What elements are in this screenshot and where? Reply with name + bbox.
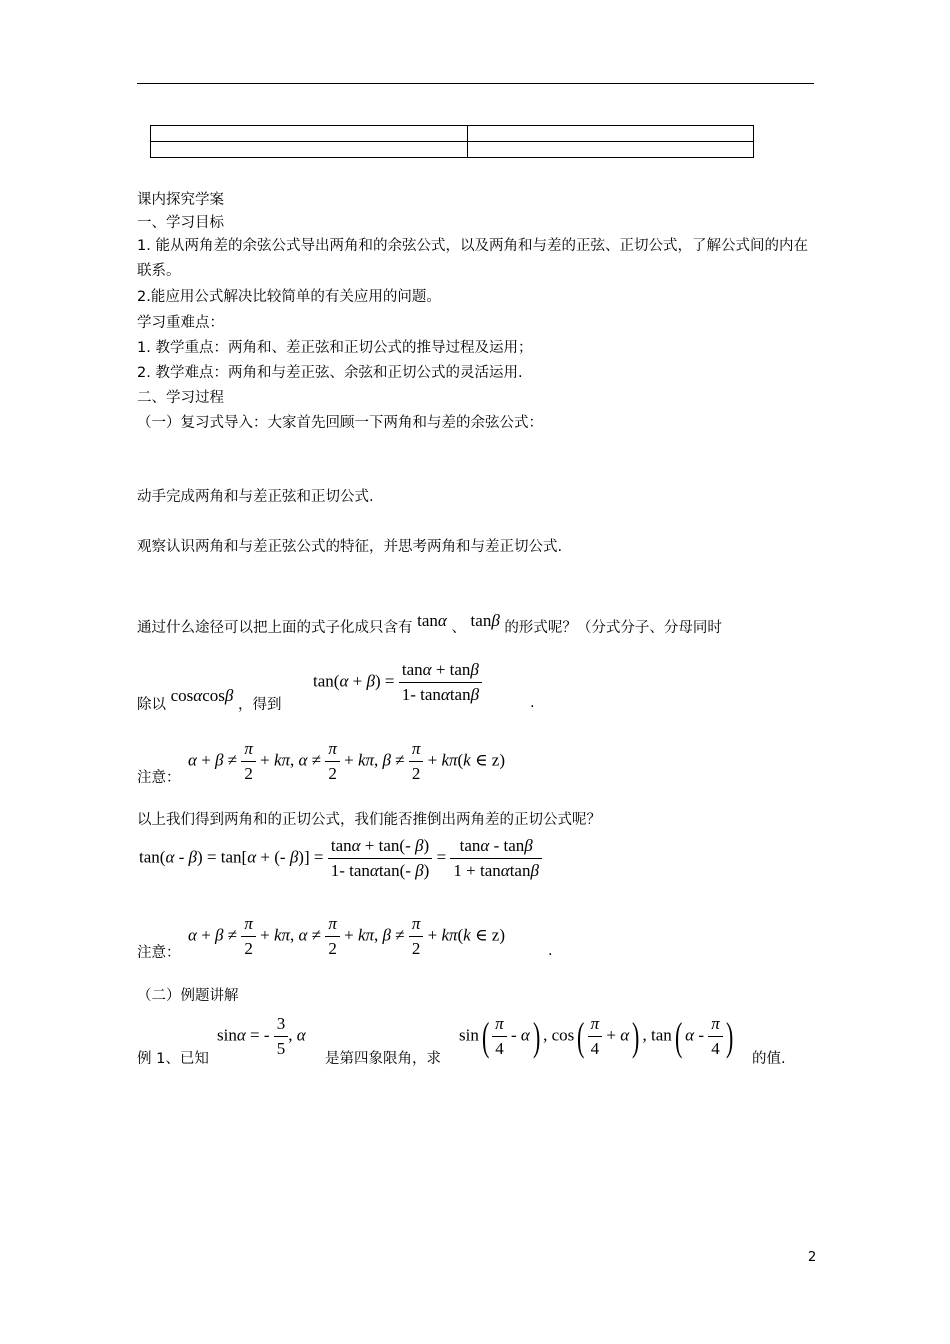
page-number: 2	[808, 1250, 817, 1265]
header-rule	[137, 83, 814, 84]
formula-condition: α + β ≠ $\frac{\pi}{2}$ + kπ, α ≠ $\frac{\pi}{2}$ + kπ, β ≠ $\frac{\pi}{2}$ + kπ(k ∈ z)	[188, 739, 506, 783]
paragraph: （一）复习式导入：大家首先回顾一下两角和与差的余弦公式：	[137, 415, 543, 431]
paragraph: 观察认识两角和与差正弦公式的特征，并思考两角和与差正切公式.	[137, 539, 563, 555]
example-mid: 是第四象限角，求	[325, 1051, 441, 1067]
example-prefix: 例 1、已知	[137, 1051, 209, 1067]
section-heading: 一、学习目标	[137, 215, 224, 231]
text: 的形式呢？（分式分子、分母同时	[504, 620, 722, 636]
keypoint-item: 1. 教学重点：两角和、差正弦和正切公式的推导过程及运用；	[137, 340, 533, 356]
paragraph: 以上我们得到两角和的正切公式，我们能否推倒出两角差的正切公式呢？	[137, 812, 601, 828]
question-line	[137, 611, 722, 637]
period: .	[530, 695, 535, 711]
fraction: $\frac{\tan\alpha - \tan\beta}{1 + \tan\alpha\tan\beta}$	[450, 834, 542, 883]
divide-text	[137, 686, 282, 714]
goal-item: 2.能应用公式解决比较简单的有关应用的问题。	[137, 289, 441, 305]
keypoint-item: 2. 教学难点：两角和与差正弦、余弦和正切公式的灵活运用.	[137, 365, 523, 381]
period: .	[548, 943, 553, 959]
table-cell	[468, 142, 754, 158]
table-cell	[468, 126, 754, 142]
formula-tan-sum: tan(α + β) = $\frac{\tan\alpha + \tan\beta}{1- \tan\alpha\tan\beta}$	[313, 658, 482, 707]
section-heading: （二）例题讲解	[137, 988, 239, 1004]
table-cell	[151, 142, 468, 158]
note-label: 注意：	[137, 770, 181, 786]
page-title: 课内探究学案	[137, 192, 224, 208]
fraction: $\frac{\tan\alpha + \tan\beta}{1- \tan\alpha\tan\beta}$	[399, 658, 482, 707]
text: 除以	[137, 697, 166, 713]
formula-cos-product: cosαcosβ	[170, 686, 234, 705]
formula-tan-alpha: tanα	[417, 611, 447, 630]
section-heading: 二、学习过程	[137, 390, 224, 406]
formula-tan-difference: tan(α - β) = tan[α + (- β)] = $\frac{\tan\alpha + \tan(- \beta)}{1- \tan\alpha\tan(- \beta)}$ = $\frac{\tan\alpha - \tan\beta}{1 + \tan\alpha\tan\beta}$	[139, 834, 542, 883]
formula-targets: sin( $\frac{\pi}{4}$ - α) , cos( $\frac{\pi}{4}$ + α) , tan( α - $\frac{\pi}{4}$ )	[459, 1013, 734, 1059]
blank-table	[150, 125, 754, 158]
text: ，得到	[237, 697, 282, 713]
example-suffix: 的值.	[752, 1051, 786, 1067]
paragraph: 动手完成两角和与差正弦和正切公式.	[137, 489, 374, 505]
fraction: $\frac{\tan\alpha + \tan(- \beta)}{1- \tan\alpha\tan(- \beta)}$	[328, 834, 433, 883]
table-row	[151, 142, 754, 158]
text: 、	[451, 620, 466, 636]
goal-item: 1. 能从两角差的余弦公式导出两角和的余弦公式，以及两角和与差的正弦、正切公式，了解公式间的内在联系。	[137, 238, 808, 279]
note-label: 注意：	[137, 945, 181, 961]
table-row	[151, 126, 754, 142]
text: 通过什么途径可以把上面的式子化成只含有	[137, 620, 413, 636]
table-cell	[151, 126, 468, 142]
formula-sin-alpha: sinα = - $\frac{3}{5}$ , α	[217, 1014, 306, 1058]
formula-condition: α + β ≠ $\frac{\pi}{2}$ + kπ, α ≠ $\frac{\pi}{2}$ + kπ, β ≠ $\frac{\pi}{2}$ + kπ(k ∈ z)	[188, 914, 506, 958]
formula-tan-beta: tanβ	[470, 611, 500, 630]
subheading: 学习重难点：	[137, 315, 224, 331]
